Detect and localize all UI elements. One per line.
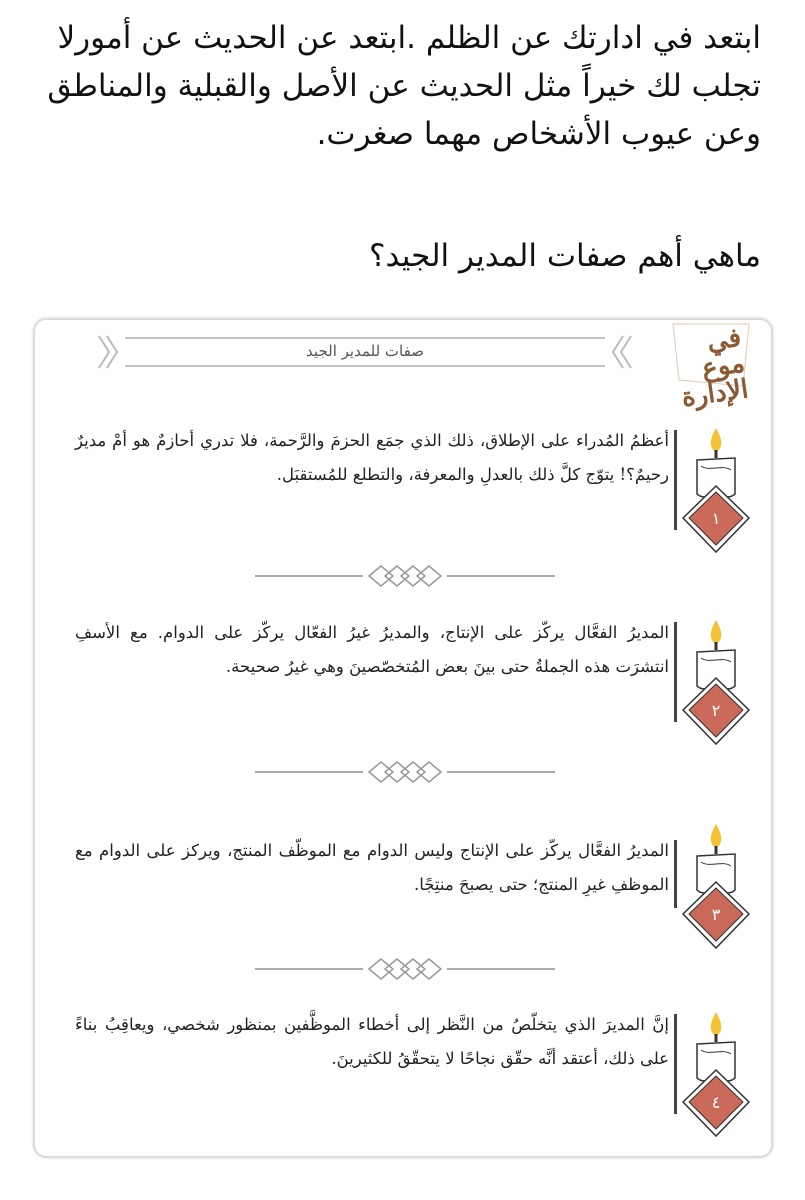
list-item xyxy=(75,1008,761,1148)
item-number: ٤ xyxy=(711,1093,721,1112)
item-rule xyxy=(674,622,677,722)
card-header xyxy=(95,330,635,374)
item-rule xyxy=(674,430,677,530)
item-rule xyxy=(674,1014,677,1114)
list-item xyxy=(75,616,761,756)
item-text: إنَّ المديرَ الذي يتخلّصُ من النَّظر إلى أخطاء الموظَّفين بمنظور شخصي، ويعاقِبُ بناءً على ذلك، أعتقد أنَّه حقّق نجاحًا لا يتحقّقُ للكثيرينَ. xyxy=(75,1015,669,1068)
candle-icon xyxy=(679,820,753,952)
header-title: صفات للمدير الجيد xyxy=(306,342,424,360)
item-number: ٢ xyxy=(711,701,721,720)
section-divider xyxy=(255,760,555,784)
list-item xyxy=(75,424,761,564)
list-item xyxy=(75,820,761,940)
logo-text: في موع الإدارة xyxy=(679,322,751,414)
candle-icon xyxy=(679,616,753,748)
item-rule xyxy=(674,840,677,908)
item-text: المديرُ الفعَّال يركّز على الإنتاج وليس الدوام مع الموظّف المنتج، ويركز على الدوام مع الموظفِ غيرِ المنتج؛ حتى يصبحَ منتِجًا. xyxy=(75,841,669,894)
candle-icon xyxy=(679,424,753,556)
logo xyxy=(663,320,755,414)
item-text: أعظمُ المُدراء على الإطلاق، ذلك الذي جمَع الحزمَ والرَّحمة، فلا تدري أحازمٌ هو أمْ مديرٌ رحيمٌ؟! يتوّج كلَّ ذلك بالعدلِ والمعرفة، والتطلع للمُستقبَل. xyxy=(75,431,669,484)
section-divider xyxy=(255,564,555,588)
item-text: المديرُ الفعَّال يركّز على الإنتاج، والمديرُ غيرُ الفعّال يركّز على الدوام. مع الأسفِ انتشرَت هذه الجملةُ حتى بينَ بعض المُتخصّصينَ وهي غيرُ صحيحة. xyxy=(75,623,669,676)
section-divider xyxy=(255,957,555,981)
infographic-card xyxy=(34,319,772,1157)
item-number: ١ xyxy=(711,509,721,528)
article-paragraph: ابتعد في ادارتك عن الظلم .ابتعد عن الحديث عن أمورلا تجلب لك خيراً مثل الحديث عن الأصل والقبلية والمناطق وعن عيوب الأشخاص مهما صغرت. xyxy=(47,20,761,152)
article-question: ماهي أهم صفات المدير الجيد؟ xyxy=(368,238,761,274)
candle-icon xyxy=(679,1008,753,1140)
item-number: ٣ xyxy=(711,905,721,924)
